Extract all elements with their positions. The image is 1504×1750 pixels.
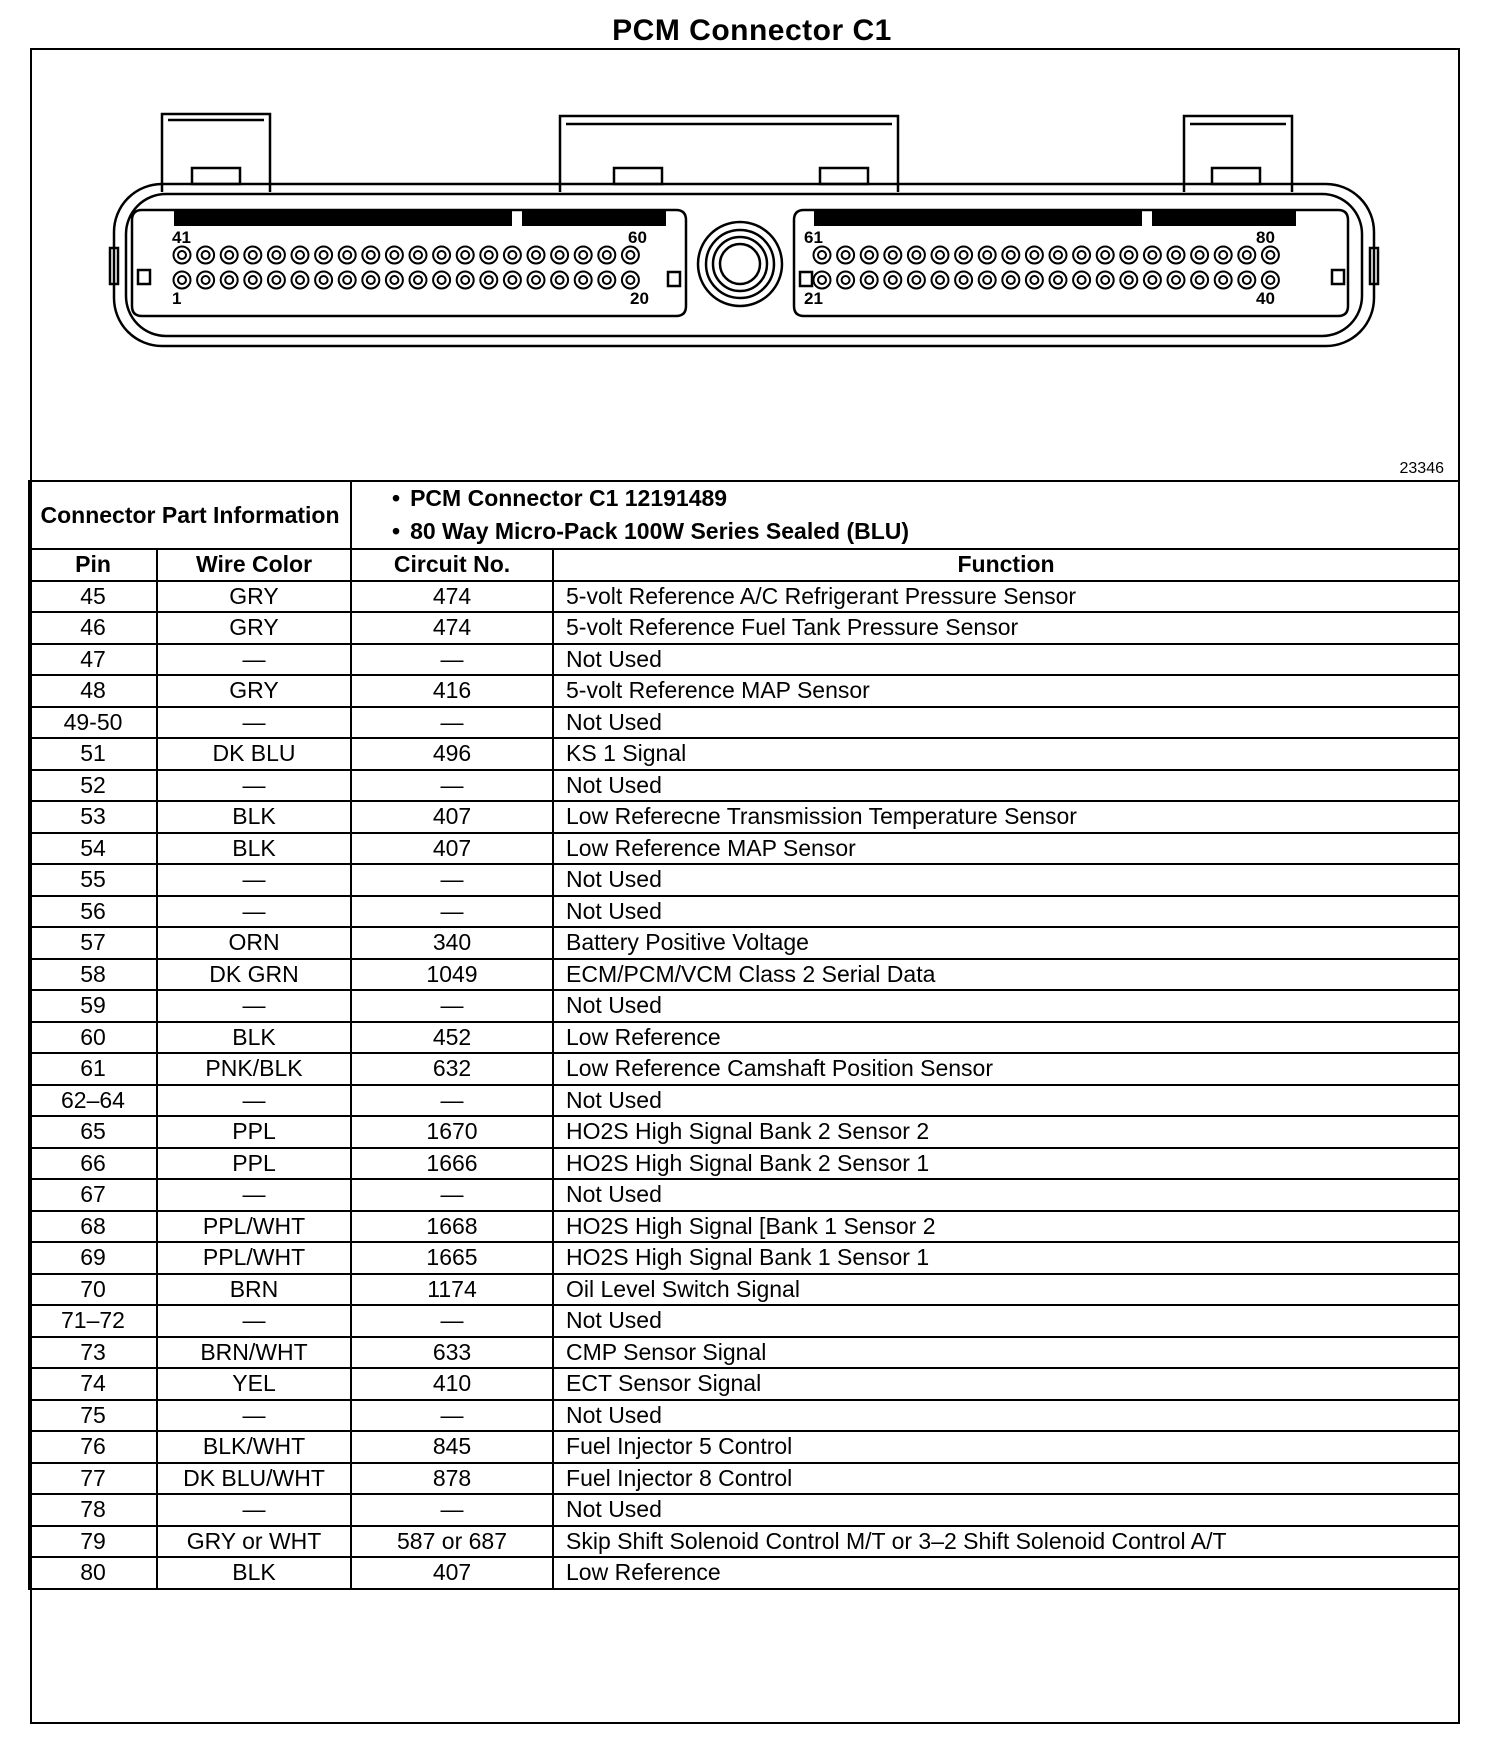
pin-cavity [410,272,427,289]
wire-color-cell: BRN/WHT [157,1337,351,1369]
wire-color-cell: PPL/WHT [157,1242,351,1274]
wire-color-cell: — [157,770,351,802]
function-cell: Not Used [553,1179,1459,1211]
pin-cavity [362,247,379,264]
table-row [29,1526,1459,1558]
pin-cavity [1097,247,1114,264]
pin-cavity [457,247,474,264]
table-row [29,990,1459,1022]
table-row [29,1211,1459,1243]
table-row [29,1431,1459,1463]
circuit-cell: 474 [351,612,553,644]
pin-cavity [386,247,403,264]
pin-cavity [315,272,332,289]
pin-cavity [908,247,925,264]
table-row [29,675,1459,707]
connector-info-label: Connector Part Information [29,481,351,549]
pin-cavity [339,247,356,264]
pin-cavity [837,272,854,289]
header-circuit: Circuit No. [351,549,553,581]
connector-info-item: • PCM Connector C1 12191489 [392,485,728,511]
circuit-cell: — [351,864,553,896]
wire-color-cell: BRN [157,1274,351,1306]
pin-cavity [1215,272,1232,289]
pin-cavity [221,272,238,289]
circuit-cell: 632 [351,1053,553,1085]
label-right-bottom-end: 40 [1256,289,1275,308]
pin-cavity [979,272,996,289]
function-cell: Not Used [553,1085,1459,1117]
circuit-cell: 1049 [351,959,553,991]
function-cell: KS 1 Signal [553,738,1459,770]
function-cell: Low Reference [553,1022,1459,1054]
pin-cell: 79 [29,1526,157,1558]
table-row [29,1368,1459,1400]
label-left-top-start: 41 [172,228,191,247]
pin-cavity [932,247,949,264]
pin-cell: 48 [29,675,157,707]
pin-cavity [528,247,545,264]
wire-color-cell: GRY [157,612,351,644]
label-right-top-end: 80 [1256,228,1275,247]
pin-cell: 68 [29,1211,157,1243]
pin-cavity [504,272,521,289]
pin-cavity [1026,272,1043,289]
pin-cell: 75 [29,1400,157,1432]
wire-color-cell: — [157,707,351,739]
circuit-cell: 1665 [351,1242,553,1274]
wire-color-cell: GRY [157,581,351,613]
label-left-bottom-start: 1 [172,289,182,308]
pin-cell: 80 [29,1557,157,1589]
circuit-cell: — [351,644,553,676]
pin-cavity [1168,247,1185,264]
wire-color-cell: — [157,864,351,896]
wire-color-cell: PPL [157,1148,351,1180]
header-function: Function [553,549,1459,581]
table-row [29,1148,1459,1180]
wire-color-cell: PPL [157,1116,351,1148]
pin-cavity [339,272,356,289]
pin-cavity [1238,247,1255,264]
connector-info-row [29,481,1459,549]
function-cell: 5-volt Reference Fuel Tank Pressure Sensor [553,612,1459,644]
circuit-cell: 407 [351,1557,553,1589]
circuit-cell: 633 [351,1337,553,1369]
wire-color-cell: — [157,644,351,676]
function-cell: Not Used [553,1400,1459,1432]
table-row [29,959,1459,991]
table-row [29,927,1459,959]
pin-cell: 56 [29,896,157,928]
table-row [29,833,1459,865]
pin-cavity [622,247,639,264]
table-row [29,707,1459,739]
connector-diagram [32,50,1458,480]
label-right-bottom-start: 21 [804,289,823,308]
table-row [29,864,1459,896]
pin-cavity [221,247,238,264]
circuit-cell: 1670 [351,1116,553,1148]
pin-cavity [908,272,925,289]
pin-cell: 46 [29,612,157,644]
function-cell: ECM/PCM/VCM Class 2 Serial Data [553,959,1459,991]
pin-cavity [1120,247,1137,264]
function-cell: Low Reference [553,1557,1459,1589]
pin-cavity [1144,247,1161,264]
pin-cavity [1191,272,1208,289]
pin-cavity [292,272,309,289]
table-row [29,1305,1459,1337]
circuit-cell: — [351,1305,553,1337]
pin-cell: 49-50 [29,707,157,739]
pin-cavity [622,272,639,289]
connector-face-drawing [32,50,1458,480]
table-row [29,770,1459,802]
pin-cell: 51 [29,738,157,770]
circuit-cell: 496 [351,738,553,770]
pin-cavity [315,247,332,264]
pin-cavity [861,247,878,264]
table-row [29,581,1459,613]
table-row [29,1400,1459,1432]
pin-cavity [268,247,285,264]
pin-cavity [814,272,831,289]
pin-cell: 77 [29,1463,157,1495]
pin-cavity [575,272,592,289]
function-cell: Not Used [553,864,1459,896]
pin-cavity [386,272,403,289]
connector-document [30,48,1460,1724]
pin-cavity [433,272,450,289]
function-cell: Oil Level Switch Signal [553,1274,1459,1306]
table-row [29,1274,1459,1306]
pin-cavity [244,272,261,289]
circuit-cell: 407 [351,801,553,833]
right-latch [1184,116,1292,192]
function-cell: Not Used [553,644,1459,676]
function-cell: HO2S High Signal [Bank 1 Sensor 2 [553,1211,1459,1243]
pin-cavity [932,272,949,289]
circuit-cell: — [351,1494,553,1526]
pin-cavity [174,272,191,289]
pin-cavity [362,272,379,289]
function-cell: Not Used [553,1305,1459,1337]
function-cell: Fuel Injector 5 Control [553,1431,1459,1463]
pin-cell: 61 [29,1053,157,1085]
header-wire-color: Wire Color [157,549,351,581]
function-cell: Not Used [553,896,1459,928]
function-cell: Battery Positive Voltage [553,927,1459,959]
table-row [29,644,1459,676]
pin-cavity [410,247,427,264]
function-cell: Low Referecne Transmission Temperature Sensor [553,801,1459,833]
wire-color-cell: BLK [157,801,351,833]
wire-color-cell: PNK/BLK [157,1053,351,1085]
table-row [29,1463,1459,1495]
circuit-cell: — [351,707,553,739]
pin-cell: 58 [29,959,157,991]
function-cell: HO2S High Signal Bank 1 Sensor 1 [553,1242,1459,1274]
table-row [29,1022,1459,1054]
label-left-bottom-end: 20 [630,289,649,308]
table-row [29,1242,1459,1274]
circuit-cell: — [351,1085,553,1117]
connector-body [114,184,1374,346]
circuit-cell: 587 or 687 [351,1526,553,1558]
function-cell: Not Used [553,770,1459,802]
function-cell: Fuel Injector 8 Control [553,1463,1459,1495]
function-cell: Low Reference Camshaft Position Sensor [553,1053,1459,1085]
pin-cell: 54 [29,833,157,865]
pin-cavity [598,247,615,264]
circuit-cell: — [351,896,553,928]
pin-cell: 66 [29,1148,157,1180]
pin-cavity [1002,247,1019,264]
pin-cavity [1002,272,1019,289]
header-row [29,549,1459,581]
pin-cavity [955,247,972,264]
table-row [29,896,1459,928]
pin-cavity [814,247,831,264]
pin-cell: 60 [29,1022,157,1054]
wire-color-cell: — [157,1179,351,1211]
circuit-cell: 1666 [351,1148,553,1180]
pin-cavity [457,272,474,289]
pin-cavity [955,272,972,289]
pin-cavity [480,247,497,264]
circuit-cell: 340 [351,927,553,959]
pin-cavity [884,247,901,264]
circuit-cell: — [351,770,553,802]
wire-color-cell: — [157,990,351,1022]
circuit-cell: 1668 [351,1211,553,1243]
pin-cavity [884,272,901,289]
pinout-table [28,480,1460,1590]
wire-color-cell: — [157,1494,351,1526]
table-row [29,1494,1459,1526]
pin-cavity [1050,247,1067,264]
pin-cavity [1073,272,1090,289]
table-row [29,738,1459,770]
function-cell: Not Used [553,1494,1459,1526]
wire-color-cell: PPL/WHT [157,1211,351,1243]
table-row [29,1085,1459,1117]
table-row [29,1116,1459,1148]
table-row [29,1053,1459,1085]
pin-cell: 65 [29,1116,157,1148]
pin-cavity [1097,272,1114,289]
wire-color-cell: — [157,1400,351,1432]
pin-cavity [268,272,285,289]
pin-cavity [480,272,497,289]
circuit-cell: 1174 [351,1274,553,1306]
wire-color-cell: BLK/WHT [157,1431,351,1463]
pin-cavity [1238,272,1255,289]
pin-cell: 59 [29,990,157,1022]
pin-cell: 69 [29,1242,157,1274]
pin-cavity [244,247,261,264]
pin-cell: 52 [29,770,157,802]
function-cell: Not Used [553,707,1459,739]
function-cell: HO2S High Signal Bank 2 Sensor 1 [553,1148,1459,1180]
pin-cell: 47 [29,644,157,676]
pin-cavities [174,247,1279,289]
pin-cell: 53 [29,801,157,833]
pin-cavity [1262,247,1279,264]
pin-cavity [197,247,214,264]
pin-cavity [1073,247,1090,264]
pin-cavity [861,272,878,289]
figure-number: 23346 [1399,460,1444,477]
pin-cell: 62–64 [29,1085,157,1117]
pin-cavity [174,247,191,264]
wire-color-cell: — [157,896,351,928]
function-cell: Not Used [553,990,1459,1022]
table-row [29,1337,1459,1369]
circuit-cell: 878 [351,1463,553,1495]
pin-cell: 74 [29,1368,157,1400]
pin-cell: 45 [29,581,157,613]
pin-cell: 73 [29,1337,157,1369]
wire-color-cell: DK BLU/WHT [157,1463,351,1495]
page-title: PCM Connector C1 [612,14,892,47]
pin-cell: 57 [29,927,157,959]
pin-cavity [1168,272,1185,289]
circuit-cell: 845 [351,1431,553,1463]
function-cell: Skip Shift Solenoid Control M/T or 3–2 Shift Solenoid Control A/T [553,1526,1459,1558]
pin-cell: 55 [29,864,157,896]
pin-cell: 67 [29,1179,157,1211]
pin-cavity [1144,272,1161,289]
function-cell: 5-volt Reference A/C Refrigerant Pressure Sensor [553,581,1459,613]
pin-cell: 78 [29,1494,157,1526]
circuit-cell: — [351,1179,553,1211]
pin-cavity [1050,272,1067,289]
circuit-cell: 410 [351,1368,553,1400]
wire-color-cell: DK BLU [157,738,351,770]
table-row [29,1179,1459,1211]
keying-bars [174,210,1296,226]
pin-cavity [1262,272,1279,289]
circuit-cell: — [351,1400,553,1432]
pin-cavity [433,247,450,264]
connector-info-list [351,481,1459,549]
wire-color-cell: — [157,1305,351,1337]
circuit-cell: 407 [351,833,553,865]
pin-cavity [598,272,615,289]
function-cell: CMP Sensor Signal [553,1337,1459,1369]
pin-cavity [504,247,521,264]
wire-color-cell: BLK [157,1557,351,1589]
pin-cell: 70 [29,1274,157,1306]
pin-cavity [1215,247,1232,264]
pin-cavity [551,247,568,264]
pin-cavity [197,272,214,289]
wire-color-cell: YEL [157,1368,351,1400]
label-right-top-start: 61 [804,228,823,247]
wire-color-cell: GRY or WHT [157,1526,351,1558]
table-row [29,1557,1459,1589]
circuit-cell: 416 [351,675,553,707]
pin-cell: 71–72 [29,1305,157,1337]
circuit-cell: — [351,990,553,1022]
circuit-cell: 474 [351,581,553,613]
pin-cavity [837,247,854,264]
connector-info-item: • 80 Way Micro-Pack 100W Series Sealed (BLU) [392,518,910,544]
header-pin: Pin [29,549,157,581]
pin-cell: 76 [29,1431,157,1463]
pin-cavity [528,272,545,289]
wire-color-cell: BLK [157,1022,351,1054]
function-cell: Low Reference MAP Sensor [553,833,1459,865]
function-cell: 5-volt Reference MAP Sensor [553,675,1459,707]
label-left-top-end: 60 [628,228,647,247]
function-cell: HO2S High Signal Bank 2 Sensor 2 [553,1116,1459,1148]
pin-cavity [1026,247,1043,264]
table-row [29,801,1459,833]
pin-cavity [292,247,309,264]
function-cell: ECT Sensor Signal [553,1368,1459,1400]
pin-cavity [1120,272,1137,289]
pin-cavity [979,247,996,264]
wire-color-cell: ORN [157,927,351,959]
center-key [698,222,782,306]
circuit-cell: 452 [351,1022,553,1054]
pin-cavity [575,247,592,264]
wire-color-cell: DK GRN [157,959,351,991]
pin-cavity [1191,247,1208,264]
table-row [29,612,1459,644]
wire-color-cell: — [157,1085,351,1117]
wire-color-cell: BLK [157,833,351,865]
left-latch [162,114,270,192]
wire-color-cell: GRY [157,675,351,707]
center-latch [560,116,898,192]
pin-cavity [551,272,568,289]
